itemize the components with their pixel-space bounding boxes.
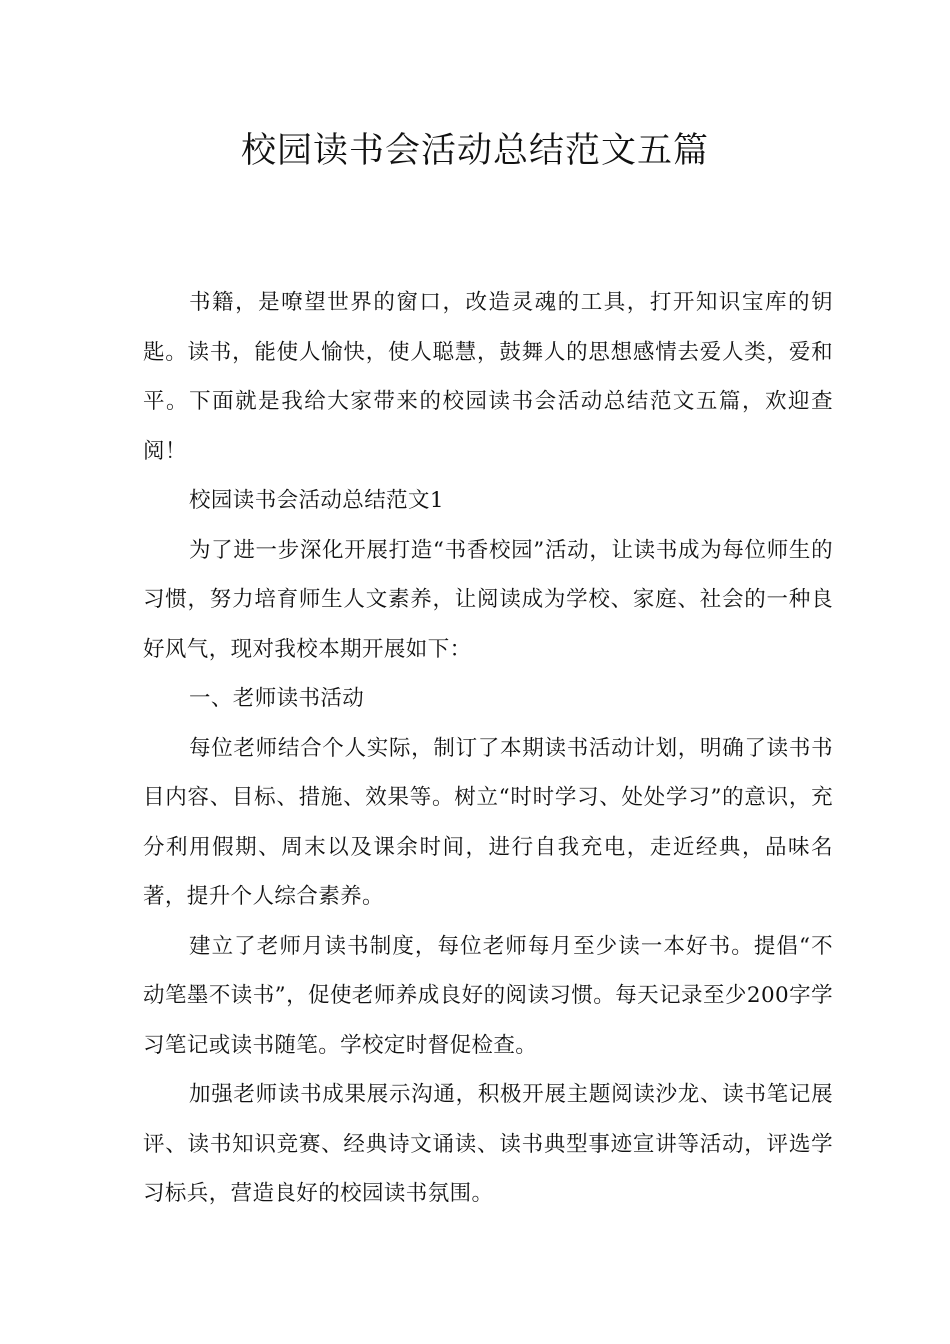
section-heading-1: 校园读书会活动总结范文1 [189,488,444,513]
document-body [143,278,833,1219]
body-paragraph: 加强老师读书成果展示沟通，积极开展主题阅读沙龙、读书笔记展评、读书知识竞赛、经典诗文诵读、读书典型事迹宣讲等活动，评选学习标兵，营造良好的校园读书氛围。 [143,1082,833,1206]
body-paragraph: 为了进一步深化开展打造“书香校园”活动，让读书成为每位师生的习惯，努力培育师生人文素养，让阅读成为学校、家庭、社会的一种良好风气，现对我校本期开展如下： [143,537,833,662]
subsection-heading-teacher-reading: 一、老师读书活动 [189,686,365,711]
document-title: 校园读书会活动总结范文五篇 [240,131,709,171]
body-paragraph: 每位老师结合个人实际，制订了本期读书活动计划，明确了读书书目内容、目标、措施、效果等。树立“时时学习、处处学习”的意识，充分利用假期、周末以及课余时间，进行自我充电，走近经典，品味名著，提升个人综合素养。 [143,735,833,909]
intro-paragraph: 书籍，是嘹望世界的窗口，改造灵魂的工具，打开知识宝库的钥匙。读书，能使人愉快，使人聪慧，鼓舞人的思想感情去爱人类，爱和平。下面就是我给大家带来的校园读书会活动总结范文五篇，欢迎查阅！ [143,290,833,464]
body-paragraph: 建立了老师月读书制度，每位老师每月至少读一本好书。提倡“不动笔墨不读书”，促使老师养成良好的阅读习惯。每天记录至少200字学习笔记或读书随笔。学校定时督促检查。 [143,933,833,1058]
